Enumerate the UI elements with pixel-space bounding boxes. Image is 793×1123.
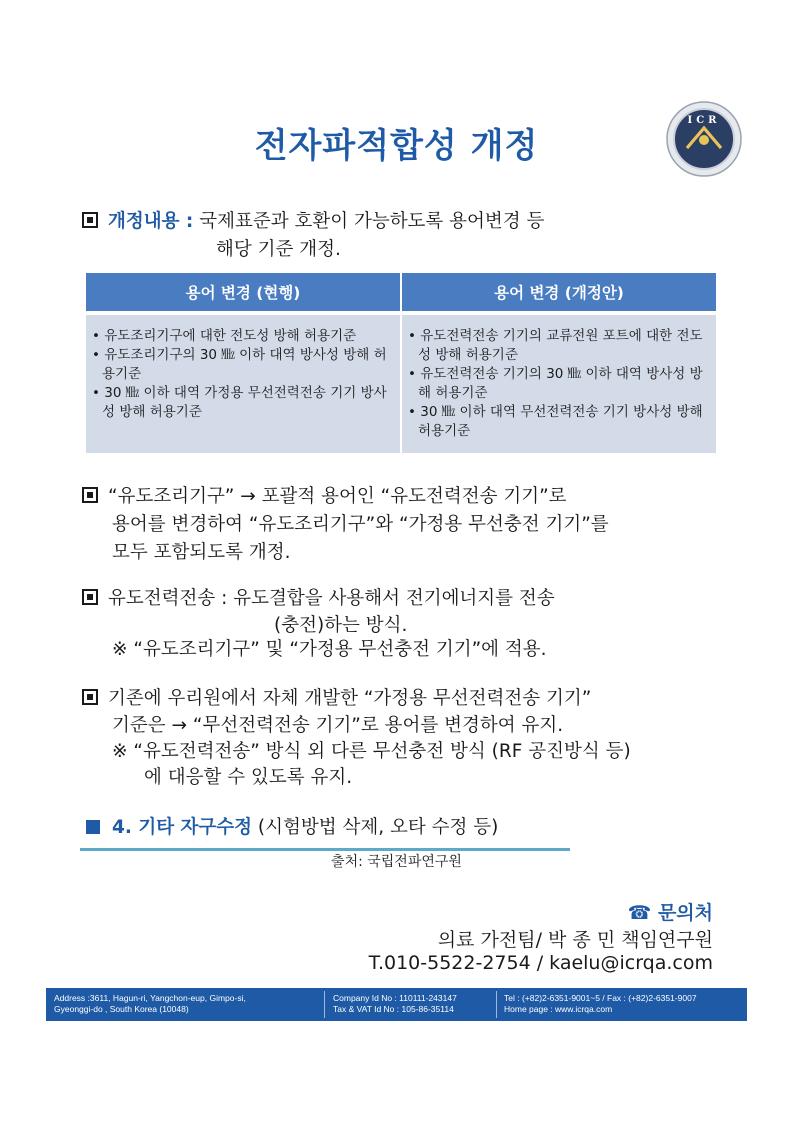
revision-line-1 — [82, 207, 544, 237]
revision-label: 개정내용 : — [108, 211, 194, 232]
footer-company-ids: Company Id No : 110111-243147 Tax & VAT Id No : 105-86-35114 — [333, 993, 457, 1014]
list-item: • 30 ㎒ 이하 대역 무선전력전송 기기 방사성 방해 허용기준 — [408, 404, 703, 439]
point-3-line-2: 기준은 → “무선전력전송 기기”로 용어를 변경하여 유지. — [112, 715, 564, 736]
square-bullet-icon — [82, 487, 98, 503]
square-bullet-icon — [82, 689, 98, 705]
section-4-label: 4. 기타 자구수정 — [112, 817, 253, 838]
current-terms-cell — [86, 313, 401, 453]
contact-phone-email: T.010-5522-2754 / kaelu@icrqa.com — [368, 952, 713, 974]
point-3-line-1: 기존에 우리원에서 자체 개발한 “가정용 무선전력전송 기기” — [82, 684, 591, 714]
list-item: • 유도전력전송 기기의 교류전원 포트에 대한 전도성 방해 허용기준 — [408, 328, 703, 363]
section-bar-icon — [86, 820, 100, 834]
revision-text-2: 해당 기준 개정. — [216, 239, 341, 260]
footer-homepage[interactable]: Home page : www.icrqa.com — [504, 1004, 613, 1014]
point-1-line-1: “유도조리기구” → 포괄적 용어인 “유도전력전송 기기”로 — [82, 482, 567, 512]
icr-logo — [665, 100, 743, 178]
contact-heading: ☎ 문의처 — [627, 902, 713, 924]
point-2-line-1: 유도전력전송 : 유도결합을 사용해서 전기에너지를 전송 — [82, 584, 555, 614]
section-4-heading — [86, 813, 498, 843]
terminology-table — [86, 273, 716, 453]
table-header-current: 용어 변경 (현행) — [86, 273, 401, 313]
footer-divider — [324, 991, 325, 1018]
point-1-line-2: 용어를 변경하여 “유도조리기구”와 “가정용 무선충전 기기”를 — [112, 514, 609, 535]
point-3-note-cont: 에 대응할 수 있도록 유지. — [144, 767, 353, 788]
footer-contact: Tel : (+82)2-6351-9001~5 / Fax : (+82)2-6351-9007 Home page : www.icrqa.com — [504, 993, 697, 1014]
footer-divider — [496, 991, 497, 1018]
footer-address: Address :3611, Hagun-ri, Yangchon-eup, Gimpo-si, Gyeonggi-do , South Korea (10048) — [54, 993, 246, 1014]
section-4-detail: (시험방법 삭제, 오타 수정 등) — [257, 817, 499, 838]
revision-text-1: 국제표준과 호환이 가능하도록 용어변경 등 — [199, 211, 545, 232]
point-2-note: ※ “유도조리기구” 및 “가정용 무선충전 기기”에 적용. — [112, 639, 547, 660]
square-bullet-icon — [82, 212, 98, 228]
contact-team: 의료 가전팀/ 박 종 민 책임연구원 — [437, 929, 713, 951]
footer-bar — [46, 988, 747, 1021]
point-1-line-3: 모두 포함되도록 개정. — [112, 542, 291, 563]
table-header-proposed: 용어 변경 (개정안) — [401, 273, 716, 313]
point-2-line-2: (충전)하는 방식. — [274, 615, 408, 636]
page-title: 전자파적합성 개정 — [254, 126, 539, 166]
list-item: • 유도조리기구에 대한 전도성 방해 허용기준 — [92, 328, 357, 344]
list-item: • 유도전력전송 기기의 30 ㎒ 이하 대역 방사성 방해 허용기준 — [408, 366, 703, 401]
source-note: 출처: 국립전파연구원 — [331, 854, 462, 870]
point-3-note: ※ “유도전력전송” 방식 외 다른 무선충전 방식 (RF 공진방식 등) — [112, 741, 631, 762]
list-item: • 30 ㎒ 이하 대역 가정용 무선전력전송 기기 방사성 방해 허용기준 — [92, 385, 387, 420]
list-item: • 유도조리기구의 30 ㎒ 이하 대역 방사성 방해 허용기준 — [92, 347, 387, 382]
square-bullet-icon — [82, 589, 98, 605]
proposed-terms-cell — [401, 313, 716, 453]
logo-text: ICR — [687, 115, 721, 126]
